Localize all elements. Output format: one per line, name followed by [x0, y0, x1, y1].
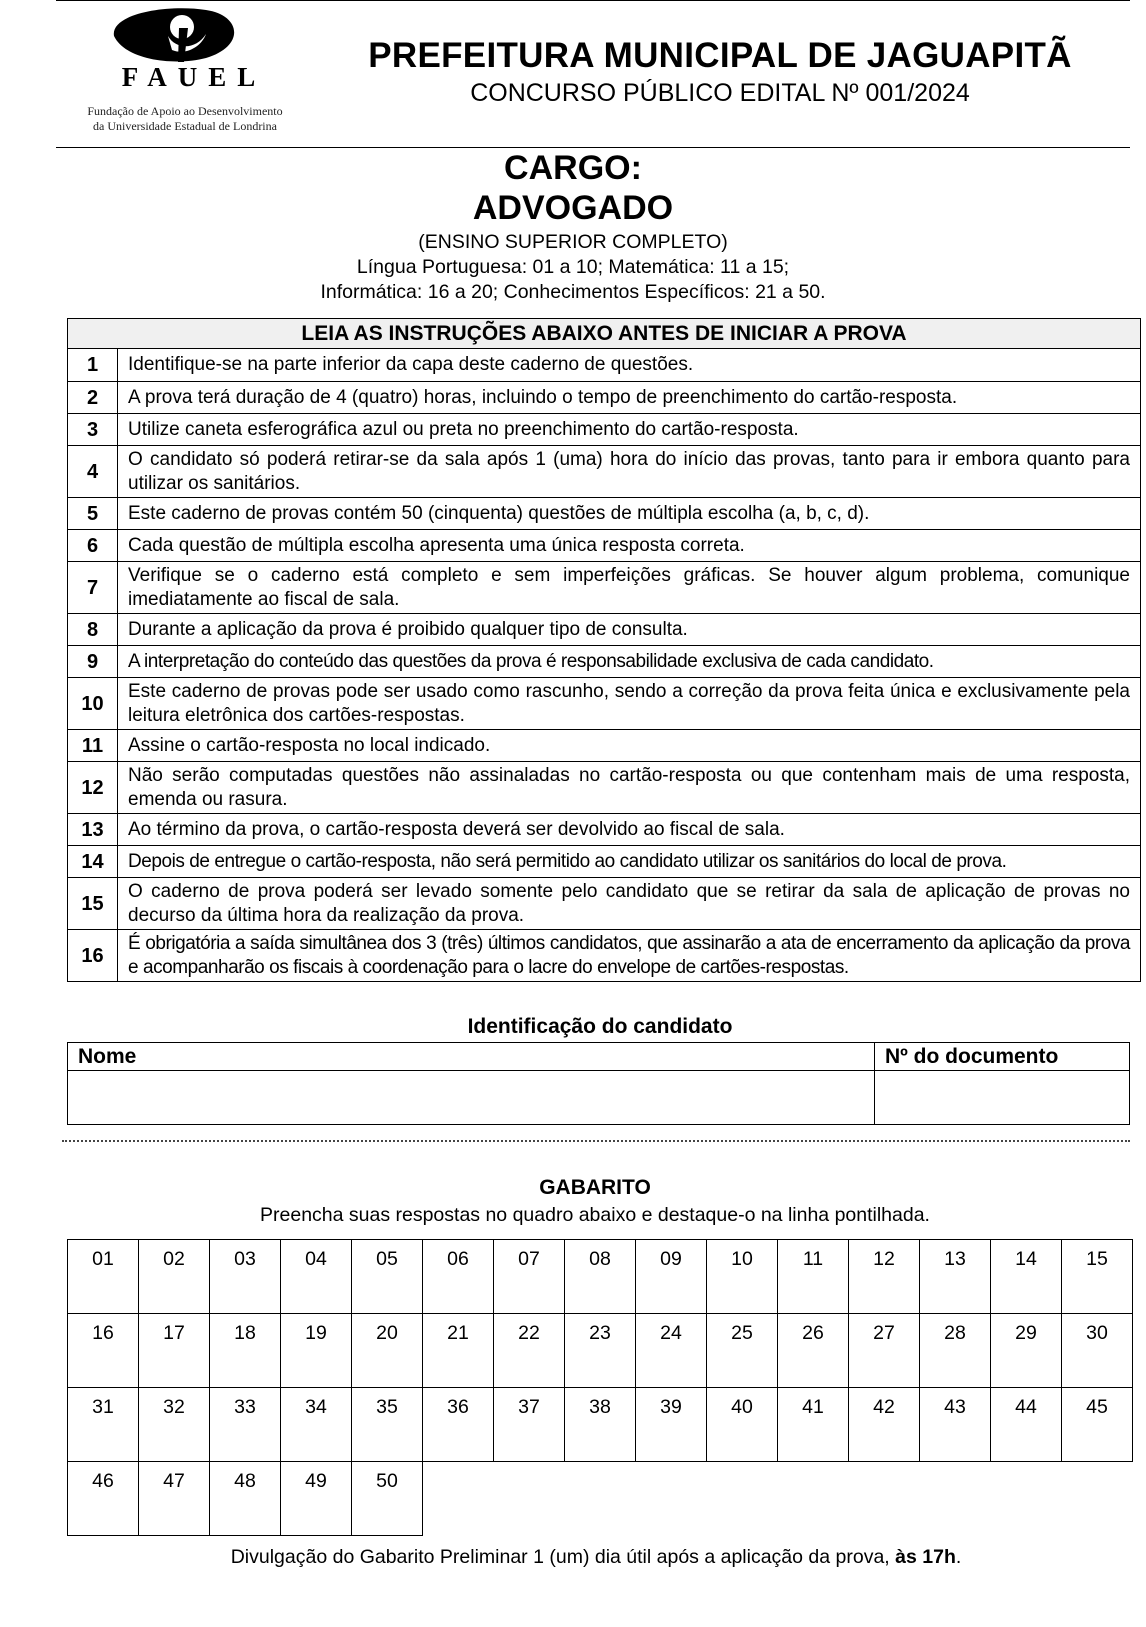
- instruction-text: Ao término da prova, o cartão-resposta deverá ser devolvido ao fiscal de sala.: [118, 814, 1141, 846]
- answer-cell[interactable]: [351, 1461, 423, 1536]
- instruction-row: [68, 530, 1141, 562]
- instruction-number: 1: [68, 349, 118, 382]
- instruction-row: [68, 382, 1141, 414]
- answer-cell[interactable]: [706, 1239, 778, 1314]
- answer-number: 09: [660, 1248, 682, 1270]
- answer-cell[interactable]: [138, 1313, 210, 1388]
- answer-cell[interactable]: [138, 1387, 210, 1462]
- instruction-text: É obrigatória a saída simultânea dos 3 (três) últimos candidatos, que assinarão a ata de encerramento da aplicação da prova e acompanharão os fiscais à coordenação para o lacre do envelope de cartões-respostas.: [118, 930, 1141, 982]
- answer-number: 21: [447, 1322, 469, 1344]
- answer-cell[interactable]: [919, 1387, 991, 1462]
- answer-number: 43: [944, 1396, 966, 1418]
- instruction-number: 5: [68, 498, 118, 530]
- instruction-number: 3: [68, 414, 118, 446]
- instruction-text: A interpretação do conteúdo das questões da prova é responsabilidade exclusiva de cada candidato.: [118, 646, 1141, 678]
- footer-text: Divulgação do Gabarito Preliminar 1 (um) dia útil após a aplicação da prova,: [230, 1546, 896, 1568]
- answer-number: 18: [234, 1322, 256, 1344]
- instruction-text: Este caderno de provas contém 50 (cinquenta) questões de múltipla escolha (a, b, c, d).: [118, 498, 1141, 530]
- identification-table: [67, 1042, 1130, 1125]
- subjects-line1: Língua Portuguesa: 01 a 10; Matemática: 11 a 15;: [356, 256, 790, 278]
- answer-number: 19: [305, 1322, 327, 1344]
- cargo-block: [0, 148, 1146, 228]
- instruction-row: [68, 878, 1141, 930]
- answer-number: 12: [873, 1248, 895, 1270]
- document-label: Nº do documento: [875, 1043, 1130, 1071]
- answer-number: 37: [518, 1396, 540, 1418]
- footer-time: às 17h: [895, 1546, 956, 1568]
- answer-cell[interactable]: [777, 1387, 849, 1462]
- answer-cell[interactable]: [209, 1239, 281, 1314]
- instruction-text: Durante a aplicação da prova é proibido qualquer tipo de consulta.: [118, 614, 1141, 646]
- answer-number: 31: [92, 1396, 114, 1418]
- instruction-number: 10: [68, 678, 118, 730]
- answer-number: 17: [163, 1322, 185, 1344]
- answer-number: 07: [518, 1248, 540, 1270]
- answer-number: 47: [163, 1470, 185, 1492]
- answer-cell[interactable]: [564, 1239, 636, 1314]
- cut-line: [62, 1140, 1130, 1142]
- instruction-text: Este caderno de provas pode ser usado como rascunho, sendo a correção da prova feita única e exclusivamente pela leitura eletrônica dos cartões-respostas.: [118, 678, 1141, 730]
- footer-period: .: [955, 1546, 962, 1568]
- instruction-number: 12: [68, 762, 118, 814]
- name-label: Nome: [68, 1043, 875, 1071]
- answer-number: 39: [660, 1396, 682, 1418]
- answer-cell[interactable]: [493, 1387, 565, 1462]
- answer-number: 48: [234, 1470, 256, 1492]
- answer-number: 33: [234, 1396, 256, 1418]
- instruction-number: 2: [68, 382, 118, 414]
- logo-subtitle-line2: da Universidade Estadual de Londrina: [93, 119, 277, 133]
- answer-number: 34: [305, 1396, 327, 1418]
- instruction-text: A prova terá duração de 4 (quatro) horas, incluindo o tempo de preenchimento do cartão-resposta.: [118, 382, 1141, 414]
- instruction-row: [68, 446, 1141, 498]
- answer-cell[interactable]: [848, 1387, 920, 1462]
- answer-number: 05: [376, 1248, 398, 1270]
- answer-number: 41: [802, 1396, 824, 1418]
- answer-number: 22: [518, 1322, 540, 1344]
- logo-subtitle: [76, 104, 294, 134]
- instruction-row: [68, 678, 1141, 730]
- fauel-emblem-icon: [106, 6, 246, 64]
- answer-number: 14: [1015, 1248, 1037, 1270]
- instructions-header: LEIA AS INSTRUÇÕES ABAIXO ANTES DE INICIAR A PROVA: [68, 319, 1141, 349]
- instruction-number: 9: [68, 646, 118, 678]
- answer-cell[interactable]: [280, 1461, 352, 1536]
- gabarito-footer: [0, 1546, 1146, 1569]
- answer-number: 23: [589, 1322, 611, 1344]
- logo-subtitle-line1: Fundação de Apoio ao Desenvolvimento: [87, 104, 283, 118]
- answer-cell[interactable]: [422, 1387, 494, 1462]
- answer-number: 16: [92, 1322, 114, 1344]
- answer-cell[interactable]: [848, 1239, 920, 1314]
- answer-cell[interactable]: [138, 1239, 210, 1314]
- instruction-number: 7: [68, 562, 118, 614]
- answer-number: 20: [376, 1322, 398, 1344]
- subjects-line2: Informática: 16 a 20; Conhecimentos Específicos: 21 a 50.: [320, 281, 826, 303]
- instruction-row: [68, 349, 1141, 382]
- cargo-label: CARGO:: [504, 149, 642, 187]
- instruction-number: 14: [68, 846, 118, 878]
- instruction-number: 8: [68, 614, 118, 646]
- answer-cell[interactable]: [67, 1387, 139, 1462]
- answer-cell[interactable]: [706, 1313, 778, 1388]
- gabarito-title: GABARITO: [539, 1176, 651, 1199]
- instruction-text: Utilize caneta esferográfica azul ou preta no preenchimento do cartão-resposta.: [118, 414, 1141, 446]
- answer-number: 40: [731, 1396, 753, 1418]
- answer-cell[interactable]: [990, 1239, 1062, 1314]
- answer-cell[interactable]: [848, 1313, 920, 1388]
- answer-cell[interactable]: [67, 1461, 139, 1536]
- answer-number: 06: [447, 1248, 469, 1270]
- instruction-text: Verifique se o caderno está completo e sem imperfeições gráficas. Se houver algum problema, comunique imediatamente ao fiscal de sala.: [118, 562, 1141, 614]
- instruction-row: [68, 930, 1141, 982]
- answer-cell[interactable]: [67, 1239, 139, 1314]
- cargo-title: ADVOGADO: [472, 189, 674, 227]
- logo-wordmark: FAUEL: [121, 62, 267, 92]
- answer-grid: [67, 1239, 1144, 1540]
- answer-cell[interactable]: [209, 1387, 281, 1462]
- answer-cell[interactable]: [351, 1387, 423, 1462]
- answer-number: 35: [376, 1396, 398, 1418]
- answer-cell[interactable]: [1061, 1313, 1133, 1388]
- instruction-row: [68, 562, 1141, 614]
- answer-cell[interactable]: [138, 1461, 210, 1536]
- instruction-text: O caderno de prova poderá ser levado somente pelo candidato que se retirar da sala de aplicação de provas no decurso da última hora da realização da prova.: [118, 878, 1141, 930]
- answer-number: 44: [1015, 1396, 1037, 1418]
- fauel-logo: [76, 4, 294, 140]
- name-field[interactable]: [68, 1071, 875, 1125]
- answer-cell[interactable]: [1061, 1239, 1133, 1314]
- instruction-number: 16: [68, 930, 118, 982]
- answer-number: 28: [944, 1322, 966, 1344]
- answer-cell[interactable]: [1061, 1387, 1133, 1462]
- instruction-text: O candidato só poderá retirar-se da sala após 1 (uma) hora do início das provas, tanto para ir embora quanto para utilizar os sanitários.: [118, 446, 1141, 498]
- answer-cell[interactable]: [209, 1313, 281, 1388]
- answer-number: 45: [1086, 1396, 1108, 1418]
- answer-cell[interactable]: [280, 1387, 352, 1462]
- answer-number: 04: [305, 1248, 327, 1270]
- answer-number: 15: [1086, 1248, 1108, 1270]
- answer-number: 36: [447, 1396, 469, 1418]
- instruction-text: Assine o cartão-resposta no local indicado.: [118, 730, 1141, 762]
- instruction-number: 6: [68, 530, 118, 562]
- answer-cell[interactable]: [919, 1313, 991, 1388]
- answer-cell[interactable]: [564, 1313, 636, 1388]
- answer-cell[interactable]: [351, 1239, 423, 1314]
- answer-number: 32: [163, 1396, 185, 1418]
- document-field[interactable]: [875, 1071, 1130, 1125]
- answer-cell[interactable]: [777, 1313, 849, 1388]
- instruction-number: 15: [68, 878, 118, 930]
- answer-number: 24: [660, 1322, 682, 1344]
- instruction-row: [68, 646, 1141, 678]
- instruction-number: 11: [68, 730, 118, 762]
- instruction-row: [68, 614, 1141, 646]
- instruction-row: [68, 498, 1141, 530]
- answer-number: 30: [1086, 1322, 1108, 1344]
- answer-cell[interactable]: [422, 1313, 494, 1388]
- answer-cell[interactable]: [67, 1313, 139, 1388]
- answer-number: 29: [1015, 1322, 1037, 1344]
- answer-number: 08: [589, 1248, 611, 1270]
- cargo-info: [0, 230, 1146, 305]
- instruction-row: [68, 846, 1141, 878]
- answer-cell[interactable]: [280, 1239, 352, 1314]
- instruction-number: 13: [68, 814, 118, 846]
- answer-number: 46: [92, 1470, 114, 1492]
- answer-number: 11: [802, 1248, 824, 1270]
- answer-cell[interactable]: [919, 1239, 991, 1314]
- answer-cell[interactable]: [564, 1387, 636, 1462]
- answer-cell[interactable]: [351, 1313, 423, 1388]
- answer-cell[interactable]: [706, 1387, 778, 1462]
- instruction-text: Identifique-se na parte inferior da capa deste caderno de questões.: [118, 349, 1141, 382]
- education-level: (ENSINO SUPERIOR COMPLETO): [418, 231, 728, 253]
- answer-cell[interactable]: [990, 1313, 1062, 1388]
- answer-number: 02: [163, 1248, 185, 1270]
- instruction-row: [68, 762, 1141, 814]
- answer-cell[interactable]: [493, 1313, 565, 1388]
- answer-cell[interactable]: [635, 1313, 707, 1388]
- answer-number: 38: [589, 1396, 611, 1418]
- answer-cell[interactable]: [635, 1387, 707, 1462]
- answer-cell[interactable]: [493, 1239, 565, 1314]
- instruction-row: [68, 814, 1141, 846]
- instruction-row: [68, 414, 1141, 446]
- identification-title: Identificação do candidato: [467, 1015, 733, 1038]
- answer-cell[interactable]: [422, 1239, 494, 1314]
- answer-cell[interactable]: [777, 1239, 849, 1314]
- instruction-text: Cada questão de múltipla escolha apresenta uma única resposta correta.: [118, 530, 1141, 562]
- top-rule: [56, 0, 1130, 1]
- answer-number: 10: [731, 1248, 753, 1270]
- answer-number: 03: [234, 1248, 256, 1270]
- answer-number: 49: [305, 1470, 327, 1492]
- answer-number: 01: [92, 1248, 114, 1270]
- instructions-table: [67, 318, 1141, 982]
- instruction-number: 4: [68, 446, 118, 498]
- answer-cell[interactable]: [635, 1239, 707, 1314]
- answer-number: 42: [873, 1396, 895, 1418]
- answer-cell[interactable]: [209, 1461, 281, 1536]
- instruction-row: [68, 730, 1141, 762]
- organization-title: PREFEITURA MUNICIPAL DE JAGUAPITÃ: [368, 36, 1072, 75]
- answer-cell[interactable]: [280, 1313, 352, 1388]
- answer-number: 50: [376, 1470, 398, 1492]
- answer-number: 25: [731, 1322, 753, 1344]
- gabarito-instructions: Preencha suas respostas no quadro abaixo e destaque-o na linha pontilhada.: [260, 1204, 930, 1226]
- edital-number: CONCURSO PÚBLICO EDITAL Nº 001/2024: [470, 79, 970, 107]
- instruction-text: Não serão computadas questões não assinaladas no cartão-resposta ou que contenham mais de uma resposta, emenda ou rasura.: [118, 762, 1141, 814]
- answer-cell[interactable]: [990, 1387, 1062, 1462]
- answer-number: 13: [944, 1248, 966, 1270]
- answer-number: 26: [802, 1322, 824, 1344]
- instruction-text: Depois de entregue o cartão-resposta, não será permitido ao candidato utilizar os sanitários do local de prova.: [118, 846, 1141, 878]
- answer-number: 27: [873, 1322, 895, 1344]
